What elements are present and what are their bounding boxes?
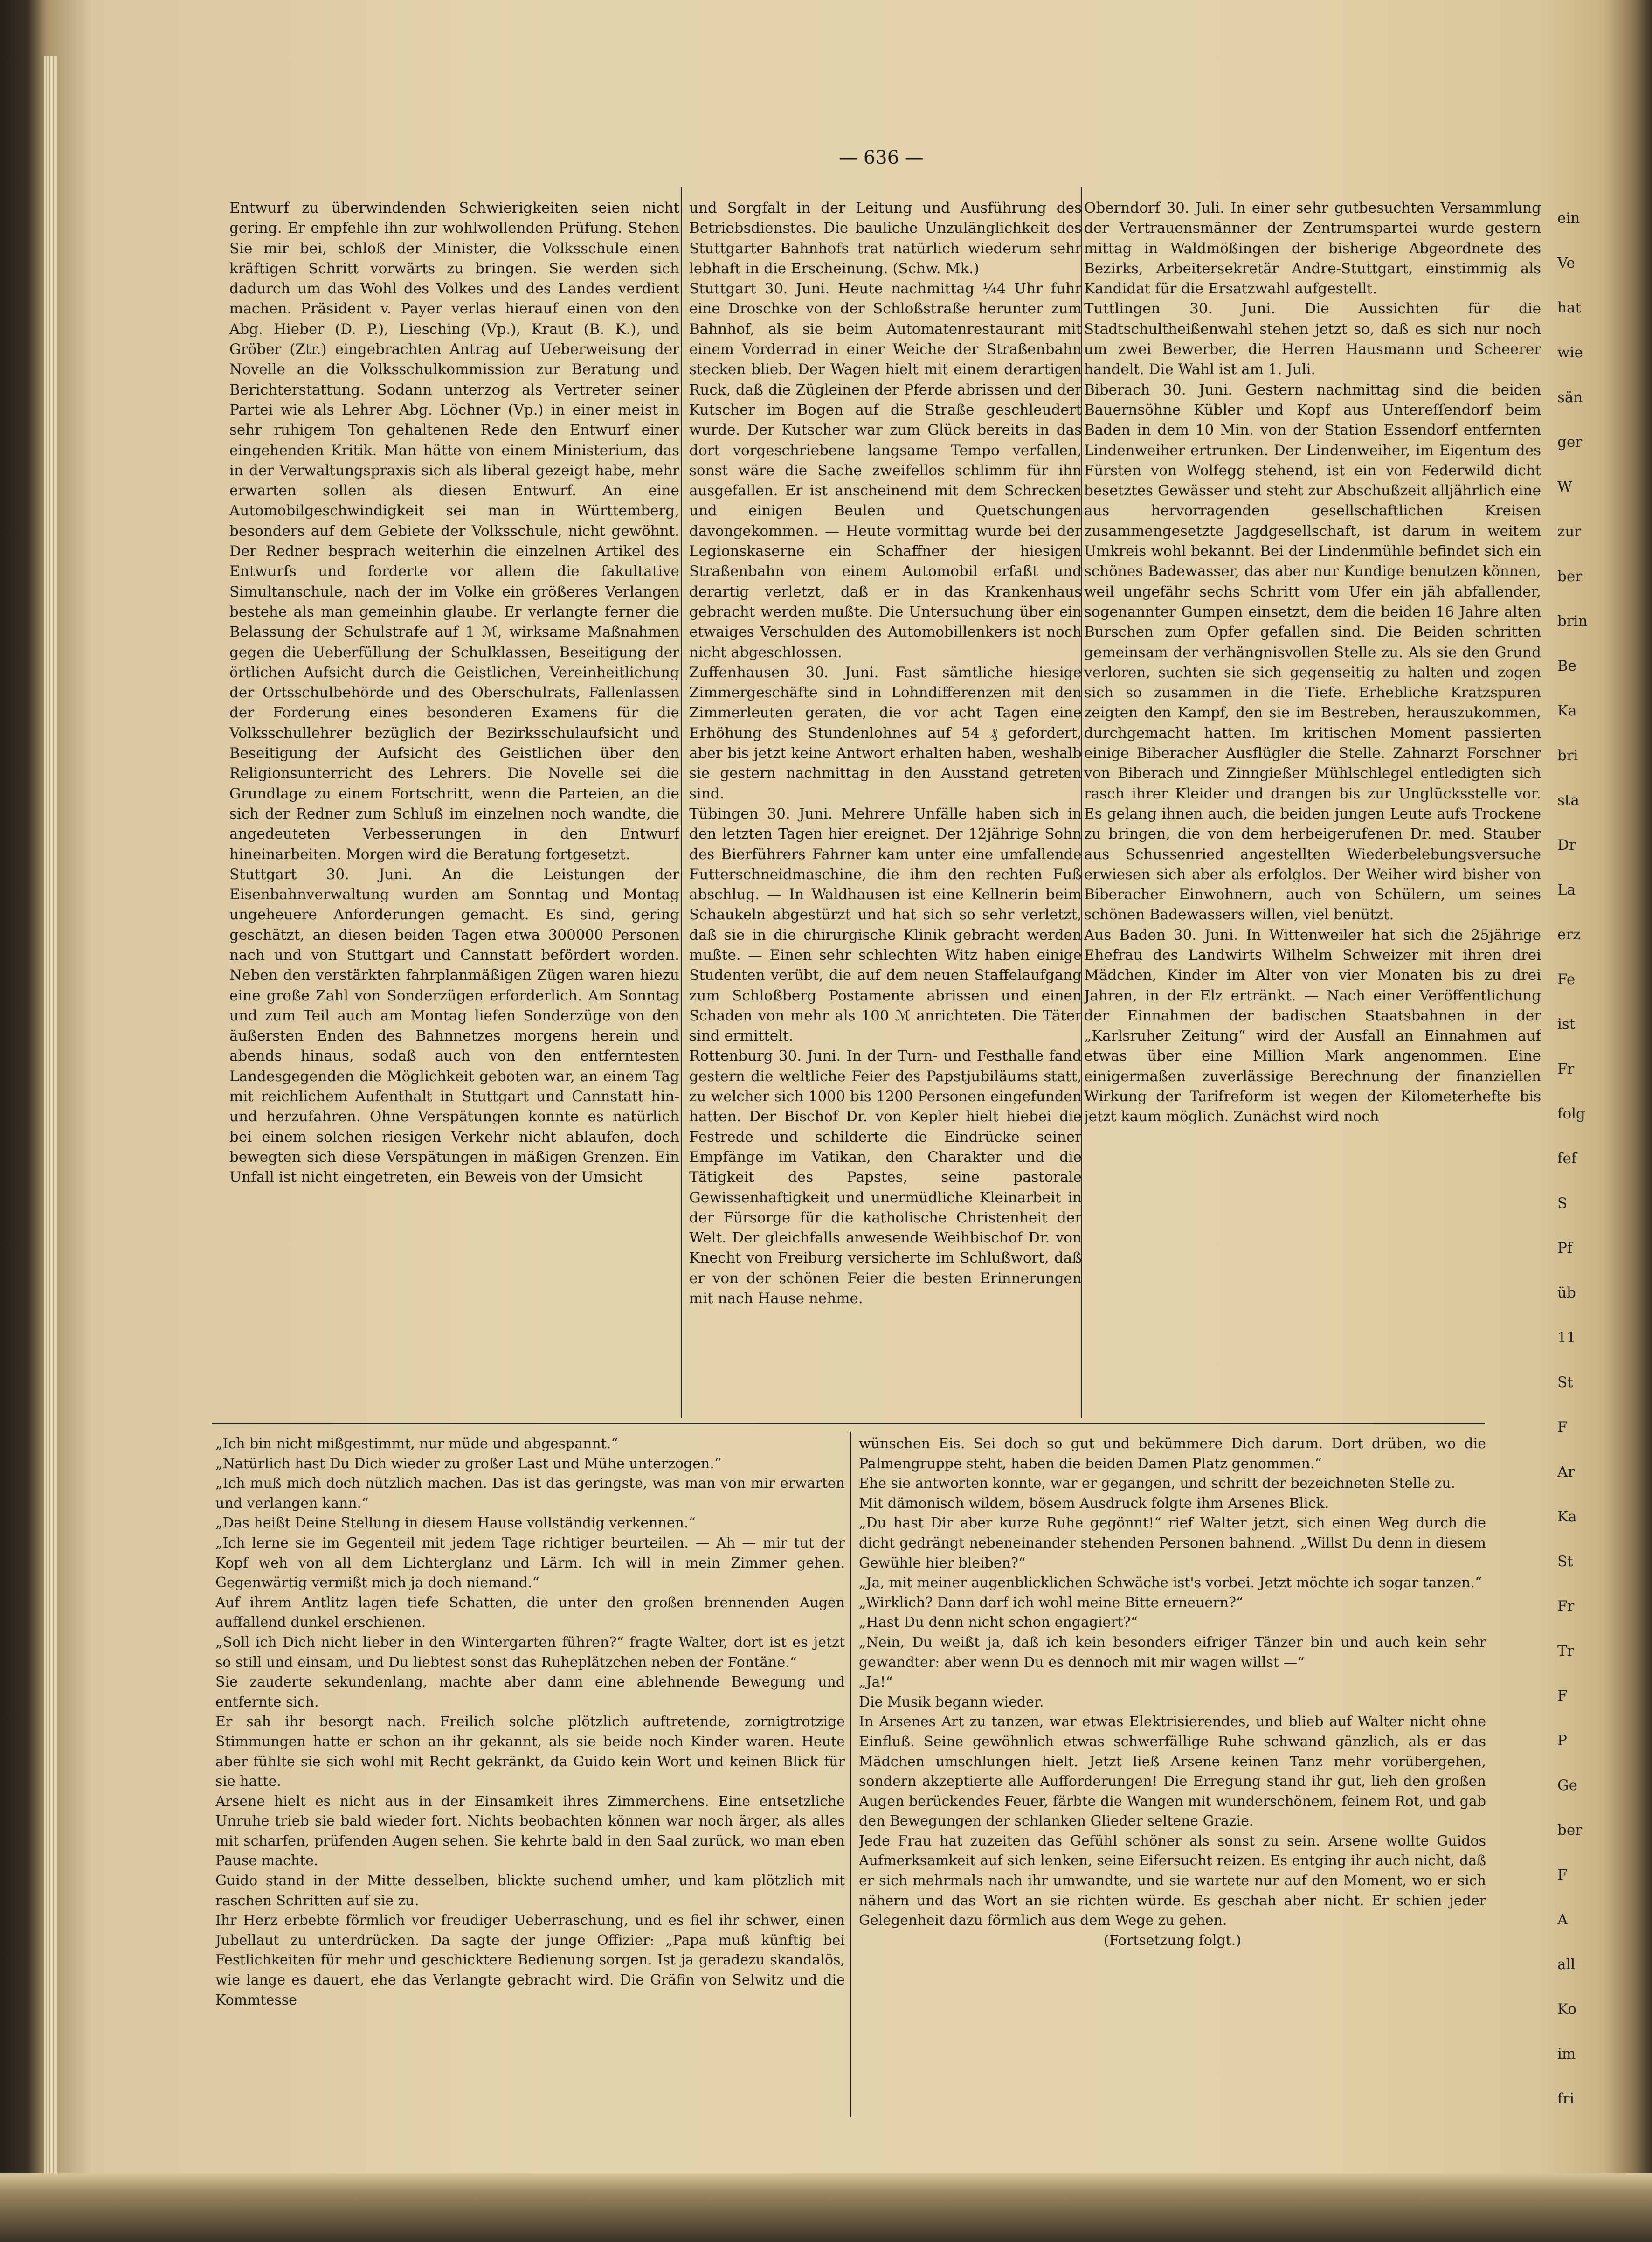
edge-fragment: Ka: [1557, 1508, 1577, 1525]
news-paragraph: Zuffenhausen 30. Juni. Fast sämtliche hiesige Zimmergeschäfte sind in Lohndifferenzen mit den Zimmerleuten geraten, die vor acht Tagen eine Erhöhung des Stundenlohnes auf 54 ₰ gefordert, aber bis jetzt keine Antwort erhalten haben, weshalb sie gestern nachmittag in den Ausstand getreten sind.: [689, 664, 1082, 802]
edge-fragment: Ve: [1557, 255, 1575, 271]
edge-fragment: fef: [1557, 1150, 1577, 1167]
edge-fragment: Ge: [1557, 1777, 1578, 1794]
edge-fragment: üb: [1557, 1284, 1576, 1301]
edge-fragment: hat: [1557, 299, 1581, 316]
edge-fragment: all: [1557, 1956, 1576, 1973]
news-paragraph: und Sorgfalt in der Leitung und Ausführung des Betriebsdienstes. Die bauliche Unzulänglichkeit des Stuttgarter Bahnhofs trat natürlich wiederum sehr lebhaft in die Erscheinung. (Schw. Mk.): [689, 200, 1082, 277]
news-paragraph: Stuttgart 30. Juni. An die Leistungen der Eisenbahnverwaltung wurden am Sonntag und Montag ungeheuere Anforderungen gemacht. Es sind, gering geschätzt, an diesen beiden Tagen etwa 300000 Personen nach und von Stuttgart und Cannstatt befördert worden. Neben den verstärkten fahrplanmäßigen Zügen waren hiezu eine große Zahl von Sonderzügen erforderlich. Am Sonntag und zum Teil auch am Montag liefen Sonderzüge von den äußersten Enden des Bahnnetzes morgens herein und abends hinaus, sodaß auch von den entferntesten Landesgegenden die Möglichkeit geboten war, an einem Tag mit reichlichem Aufenthalt in Stuttgart und Cannstatt hin- und herzufahren. Ohne Verspätungen konnte es natürlich bei einem solchen riesigen Verkehr nicht ablaufen, doch bewegten sich diese Verspätungen in mäßigen Grenzen. Ein Unfall ist nicht eingetreten, ein Beweis von der Umsicht: [229, 866, 679, 1186]
news-paragraph: Aus Baden 30. Juni. In Wittenweiler hat sich die 25jährige Ehefrau des Landwirts Wilhelm Schweizer mit ihren drei Mädchen, Kinder im Alter von vier Monaten bis zu drei Jahren, in der Elz ertränkt. — Nach einer Veröffentlichung der Einnahmen der badischen Staatsbahnen in der „Karlsruher Zeitung“ wird der Ausfall an Einnahmen auf etwas über eine Million Mark angenommen. Eine einigermaßen zuverlässige Berechnung der finanziellen Wirkung der Tarifreform ist wegen der Kilometerhefte bis jetzt kaum möglich. Zunächst wird noch: [1084, 926, 1541, 1125]
edge-fragment: F: [1557, 1867, 1568, 1883]
news-paragraph: Rottenburg 30. Juni. In der Turn- und Festhalle fand gestern die weltliche Feier des Papstjubiläums statt, zu welcher sich 1000 bis 1200 Personen eingefunden hatten. Der Bischof Dr. von Kepler hielt hiebei die Festrede und schilderte die Eindrücke seiner Empfänge im Vatikan, den Charakter und die Tätigkeit des Papstes, seine pastorale Gewissenhaftigkeit und unermüdliche Kleinarbeit in der Fürsorge für die katholische Christenheit der Welt. Der gleichfalls anwesende Weihbischof Dr. von Knecht von Freiburg versicherte im Schlußwort, daß er von der schönen Feier die besten Erinnerungen mit nach Hause nehme.: [689, 1048, 1082, 1307]
news-paragraph: Stuttgart 30. Juni. Heute nachmittag ¼4 Uhr fuhr eine Droschke von der Schloßstraße herunter zum Bahnhof, als sie beim Automatenrestaurant mit einem Vorderrad in einer Weiche der Straßenbahn stecken blieb. Der Wagen hielt mit einem derartigen Ruck, daß die Zügleinen der Pferde abrissen und der Kutscher im Bogen auf die Straße geschleudert wurde. Der Kutscher war zum Glück bereits in das dort vorgeschriebene langsame Tempo verfallen, sonst wäre die Sache zweifellos schlimm für ihn ausgefallen. Er ist anscheinend mit dem Schrecken und einigen Beulen und Quetschungen davongekommen. — Heute vormittag wurde bei der Legionskaserne ein Schaffner der hiesigen Straßenbahn von einem Automobil erfaßt und derartig verletzt, daß er in das Krankenhaus gebracht werden mußte. Die Untersuchung über ein etwaiges Verschulden des Automobillenkers ist noch nicht abgeschlossen.: [689, 280, 1082, 661]
edge-fragment: Be: [1557, 658, 1577, 674]
edge-fragment: ein: [1557, 210, 1580, 227]
news-paragraph: Entwurf zu überwindenden Schwierigkeiten seien nicht gering. Er empfehle ihn zur wohlwollenden Prüfung. Stehen Sie mir bei, schloß der Minister, die Volksschule einen kräftigen Schritt vorwärts zu bringen. Sie werden sich dadurch um das Wohl des Volkes und des Landes verdient machen. Präsident v. Payer verlas hierauf einen von den Abg. Hieber (D. P.), Liesching (Vp.), Kraut (B. K.), und Gröber (Ztr.) eingebrachten Antrag auf Ueberweisung der Novelle an die Volksschulkommission zur Beratung und Berichterstattung. Sodann unterzog als Vertreter seiner Partei wie als Lehrer Abg. Löchner (Vp.) in einer meist in sehr ruhigem Ton gehaltenen Rede den Entwurf einer eingehenden Kritik. Man hätte von einem Ministerium, das in der Verwaltungspraxis sich als liberal gezeigt habe, mehr erwarten sollen als diesen Entwurf. An eine Automobilgeschwindigkeit sei man in Württemberg, besonders auf dem Gebiete der Volksschule, nicht gewöhnt. Der Redner besprach weiterhin die einzelnen Artikel des Entwurfs und forderte vor allem die fakultative Simultanschule, nach der im Volke ein größeres Verlangen bestehe als man gemeinhin glaube. Er verlangte ferner die Belassung der Schulstrafe auf 1 ℳ, wirksame Maßnahmen gegen die Ueberfüllung der Schulklassen, Beseitigung der örtlichen Aufsicht durch die Geistlichen, Vereinheitlichung der Ortsschulbehörde und des Oberschulrats, Fallenlassen der Forderung eines besonderen Examens für die Volksschullehrer bezüglich der Bezirksschulaufsicht und Beseitigung der Aufsicht des Geistlichen über den Religionsunterricht des Lehrers. Die Novelle sei die Grundlage zu einem Fortschritt, wenn die Parteien, an die sich der Redner zum Schluß im einzelnen noch wandte, die angedeuteten Verbesserungen in den Entwurf hineinarbeiten. Morgen wird die Beratung fortgesetzt.: [229, 200, 679, 863]
edge-fragment: La: [1557, 882, 1576, 898]
edge-fragment: St: [1557, 1553, 1573, 1570]
edge-fragment: S: [1557, 1195, 1568, 1212]
story-paragraph: Guido stand in der Mitte desselben, blickte suchend umher, und kam plötzlich mit raschen Schritten auf sie zu.: [215, 1873, 845, 1909]
edge-fragment: im: [1557, 2046, 1576, 2062]
edge-fragment: Ar: [1557, 1464, 1575, 1480]
edge-fragment: ber: [1557, 1822, 1583, 1839]
story-paragraph: wünschen Eis. Sei doch so gut und bekümmere Dich darum. Dort drüben, wo die Palmengruppe steht, haben die beiden Damen Platz genommen.“: [859, 1436, 1486, 1472]
story-column-rule: [850, 1432, 851, 2117]
edge-fragment: 11: [1557, 1329, 1576, 1346]
serial-story-right: [859, 1434, 1486, 2110]
story-paragraph: „Ich muß mich doch nützlich machen. Das ist das geringste, was man von mir erwarten und verlangen kann.“: [215, 1475, 845, 1512]
story-paragraph: „Hast Du denn nicht schon engagiert?“: [859, 1614, 1138, 1631]
story-paragraph: Er sah ihr besorgt nach. Freilich solche plötzlich auftretende, zornigtrotzige Stimmungen hatte er schon an ihr gekannt, als sie beide noch Kinder waren. Heute aber fühlte sie sich wohl mit Recht gekränkt, da Guido kein Wort und keinen Blick für sie hatte.: [215, 1714, 845, 1790]
edge-fragment: F: [1557, 1687, 1568, 1704]
edge-fragment: Fe: [1557, 971, 1576, 988]
page-number: — 636 —: [839, 147, 924, 168]
story-paragraph: Sie zauderte sekundenlang, machte aber dann eine ablehnende Bewegung und entfernte sich.: [215, 1674, 845, 1710]
news-paragraph: Biberach 30. Juni. Gestern nachmittag sind die beiden Bauernsöhne Kübler und Kopf aus Untereſſendorf beim Baden in dem 10 Min. von der Station Essendorf entfernten Lindenweiher ertrunken. Der Lindenweiher, im Eigentum des Fürsten von Wolfegg stehend, ist ein von Federwild dicht besetztes Gewässer und steht zur Abschußzeit alljährlich eine aus hervorragenden gesellschaftlichen Kreisen zusammengesetzte Jagdgesellschaft, ist darum in weitem Umkreis wohl bekannt. Bei der Lindenmühle befindet sich ein schönes Badewasser, das aber nur Kundige benutzen können, weil ungefähr sechs Schritt vom Ufer ein jäh abfallender, sogenannter Gumpen einsetzt, dem die beiden 16 Jahre alten Burschen zum Opfer gefallen sind. Die Beiden schritten gemeinsam der verhängnisvollen Stelle zu. Als sie den Grund verloren, suchten sie sich gegenseitig zu halten und zogen sich so zusammen in die Tiefe. Erhebliche Kratzspuren zeigten den Kampf, den sie im Bestreben, herauszukommen, durchgemacht hatten. Im kritischen Moment passierten einige Biberacher Ausflügler die Stelle. Zahnarzt Forschner von Biberach und Zinngießer Mühlschlegel entledigten sich rasch ihrer Kleider und drangen bis zur Unglücksstelle vor. Es gelang ihnen auch, die beiden jungen Leute aufs Trockene zu bringen, die von dem herbeigerufenen Dr. med. Stauber aus Schussenried angestellten Wiederbelebungsversuche erwiesen sich aber als erfolglos. Der Weiher wird bisher von Biberacher Einwohnern, auch von Schülern, um seines schönen Badewassers willen, viel benützt.: [1084, 381, 1541, 923]
edge-fragment: Pf: [1557, 1240, 1573, 1256]
edge-fragment: W: [1557, 479, 1572, 495]
page-stack-edge: [44, 56, 58, 2183]
edge-fragment: wie: [1557, 344, 1583, 361]
news-column-3: [1084, 198, 1541, 1411]
story-paragraph: „Du hast Dir aber kurze Ruhe gegönnt!“ rief Walter jetzt, sich einen Weg durch die dicht gedrängt nebeneinander stehenden Personen bahnend. „Willst Du denn in diesem Gewühle hier bleiben?“: [859, 1515, 1486, 1571]
story-paragraph: „Soll ich Dich nicht lieber in den Wintergarten führen?“ fragte Walter, dort ist es jetzt so still und einsam, und Du liebtest sonst das Ruheplätzchen neben der Fontäne.“: [215, 1634, 845, 1671]
edge-fragment: fri: [1557, 2090, 1575, 2107]
edge-fragment: Fr: [1557, 1598, 1575, 1615]
column-rule-1: [681, 187, 682, 1418]
story-paragraph: Mit dämonisch wildem, bösem Ausdruck folgte ihm Arsenes Blick.: [859, 1495, 1329, 1512]
edge-fragment: Fr: [1557, 1061, 1575, 1077]
story-paragraph: „Ja, mit meiner augenblicklichen Schwäche ist's vorbei. Jetzt möchte ich sogar tanzen.“: [859, 1575, 1482, 1591]
edge-fragment: ist: [1557, 1016, 1576, 1033]
story-paragraph: Arsene hielt es nicht aus in der Einsamkeit ihres Zimmerchens. Eine entsetzliche Unruhe trieb sie bald wieder fort. Nichts beobachten können war noch ärger, als alles mit scharfen, prüfenden Augen sehen. Sie kehrte bald in den Saal zurück, wo man eben Pause machte.: [215, 1793, 845, 1869]
story-paragraph: In Arsenes Art zu tanzen, war etwas Elektrisierendes, und blieb auf Walter nicht ohne Einfluß. Seine gewöhnlich etwas schwerfällige Ruhe schwand gänzlich, als er das Mädchen umschlungen hielt. Jetzt ließ Arsene keinen Tanz mehr vorübergehen, sondern akzeptierte alle Aufforderungen! Die Erregung stand ihr gut, lieh den großen Augen berückendes Feuer, färbte die Wangen mit wunderschönem, feinem Rot, und gab den Bewegungen der schlanken Glieder seltene Grazie.: [859, 1714, 1486, 1830]
story-paragraph: „Natürlich hast Du Dich wieder zu großer Last und Mühe unterzogen.“: [215, 1455, 722, 1472]
story-paragraph: Auf ihrem Antlitz lagen tiefe Schatten, die unter den großen brennenden Augen auffallend dunkel erschienen.: [215, 1594, 845, 1631]
story-separator-rule: [212, 1423, 1485, 1424]
serial-story-left: [215, 1434, 845, 2110]
edge-fragment: P: [1557, 1732, 1567, 1749]
story-paragraph: „Ich bin nicht mißgestimmt, nur müde und abgespannt.“: [215, 1436, 618, 1452]
next-page-edge: [1557, 201, 1651, 2206]
edge-fragment: Tr: [1557, 1643, 1574, 1659]
story-paragraph: Ihr Herz erbebte förmlich vor freudiger Ueberraschung, und es fiel ihr schwer, einen Jubellaut zu unterdrücken. Da sagte der junge Offizier: „Papa muß künftig bei Festlichkeiten für mehr und geschicktere Bedienung sorgen. Ist ja geradezu skandalös, wie lange es dauert, ehe das Verlangte gebracht wird. Die Gräfin von Selwitz und die Kommtesse: [215, 1912, 845, 2008]
story-paragraph: „Ja!“: [859, 1674, 893, 1691]
story-paragraph: „Das heißt Deine Stellung in diesem Hause vollständig verkennen.“: [215, 1515, 696, 1532]
edge-fragment: Ko: [1557, 2001, 1576, 2018]
edge-fragment: Dr: [1557, 837, 1576, 854]
edge-fragment: F: [1557, 1419, 1568, 1436]
edge-fragment: zur: [1557, 523, 1582, 540]
edge-fragment: A: [1557, 1911, 1568, 1928]
story-paragraph: Ehe sie antworten konnte, war er gegangen, und schritt der bezeichneten Stelle zu.: [859, 1475, 1456, 1492]
news-column-2: [689, 198, 1082, 1411]
edge-fragment: bri: [1557, 747, 1578, 764]
edge-fragment: sän: [1557, 389, 1583, 406]
edge-fragment: brin: [1557, 613, 1588, 630]
story-paragraph: Die Musik begann wieder.: [859, 1694, 1044, 1710]
edge-fragment: erz: [1557, 926, 1581, 943]
story-paragraph: „Nein, Du weißt ja, daß ich kein besonders eifriger Tänzer bin und auch kein sehr gewandter: aber wenn Du es dennoch mit mir wagen willst —“: [859, 1634, 1486, 1671]
page-bottom-edge: [0, 2173, 1652, 2242]
news-paragraph: Oberndorf 30. Juli. In einer sehr gutbesuchten Versammlung der Vertrauensmänner der Zentrumspartei wurde gestern mittag in Waldmößingen der bisherige Abgeordnete des Bezirks, Arbeitersekretär Andre-Stuttgart, einstimmig als Kandidat für die Ersatzwahl aufgestellt.: [1084, 200, 1541, 298]
story-paragraph: „Wirklich? Dann darf ich wohl meine Bitte erneuern?“: [859, 1594, 1244, 1611]
story-continuation-note: (Fortsetzung folgt.): [1104, 1932, 1241, 1949]
edge-fragment: Ka: [1557, 702, 1577, 719]
edge-fragment: St: [1557, 1374, 1573, 1391]
story-paragraph: „Ich lerne sie im Gegenteil mit jedem Tage richtiger beurteilen. — Ah — mir tut der Kopf weh von all dem Lichterglanz und Lärm. Ich will in mein Zimmer gehen. Gegenwärtig vermißt mich ja doch niemand.“: [215, 1534, 845, 1591]
news-paragraph: Tuttlingen 30. Juni. Die Aussichten für die Stadtschultheißenwahl stehen jetzt so, daß es sich nur noch um zwei Bewerber, die Herren Hausmann und Scheerer handelt. Die Wahl ist am 1. Juli.: [1084, 300, 1541, 378]
edge-fragment: sta: [1557, 792, 1579, 809]
edge-fragment: ger: [1557, 434, 1583, 451]
edge-fragment: ber: [1557, 568, 1583, 585]
news-paragraph: Tübingen 30. Juni. Mehrere Unfälle haben sich in den letzten Tagen hier ereignet. Der 12jährige Sohn des Bierführers Fahrner kam unter eine umfallende Futterschneidmaschine, die ihm den rechten Fuß abschlug. — In Waldhausen ist eine Kellnerin beim Schaukeln abgestürzt und hat sich so sehr verletzt, daß sie in die chirurgische Klinik gebracht werden mußte. — Einen sehr schlechten Witz haben einige Studenten verübt, die auf dem neuen Staffelaufgang zum Schloßberg Postamente abrissen und einen Schaden von mehr als 100 ℳ anrichteten. Die Täter sind ermittelt.: [689, 805, 1082, 1045]
edge-fragment: folg: [1557, 1105, 1585, 1122]
news-column-1: [229, 198, 679, 1411]
story-paragraph: Jede Frau hat zuzeiten das Gefühl schöner als sonst zu sein. Arsene wollte Guidos Aufmerksamkeit auf sich lenken, seine Eifersucht reizen. Es entging ihr auch nicht, daß er sich mehrmals nach ihr umwandte, und sie wartete nur auf den Moment, wo er sich nähern und das Wort an sie richten würde. Es geschah aber nicht. Er schien jeder Gelegenheit dazu förmlich aus dem Wege zu gehen.: [859, 1832, 1486, 1929]
